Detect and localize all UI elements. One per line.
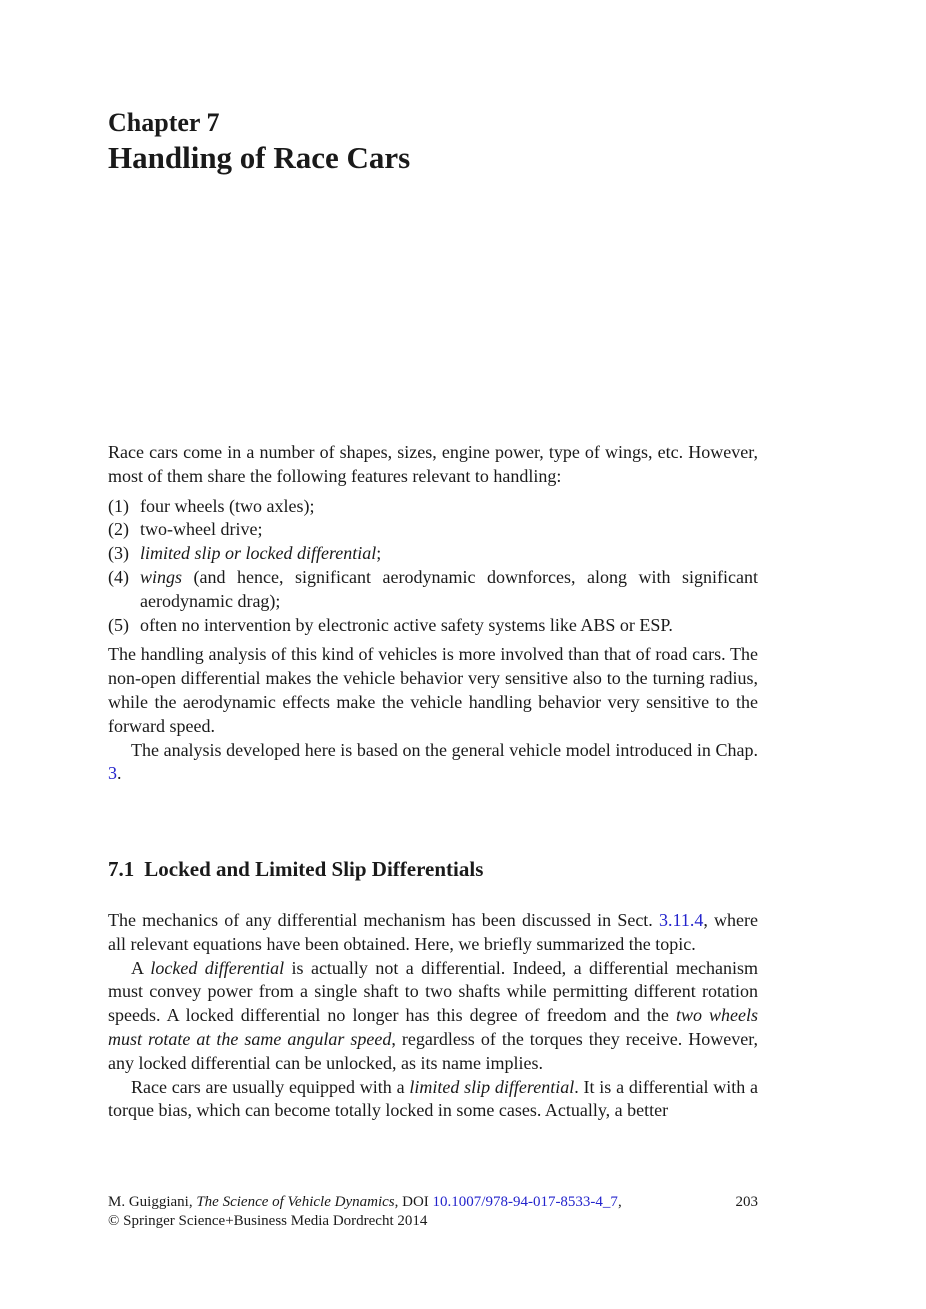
page-number: 203 [735,1194,758,1210]
list-item-number: (2) [108,519,129,540]
footer-author: M. Guiggiani, [108,1194,197,1210]
section-3-11-4-link[interactable]: 3.11.4 [659,910,704,930]
list-item-text: four wheels (two axles); [140,495,315,516]
list-item-emphasis: limited slip or locked differential [140,543,377,564]
list-item-text: ; [376,543,382,564]
section-paragraph-2 [108,957,758,1076]
list-item-text: two-wheel drive; [140,519,263,540]
chapter-3-link[interactable]: 3 [108,763,117,784]
footer-doi-label: , DOI [394,1194,433,1210]
list-item [108,518,758,542]
list-item-number: (1) [108,495,129,516]
section-paragraph-3-text-b: . It is a differential with a torque bias, which can become totally locked in some cases. Actually, a better [108,1076,759,1121]
list-item-number: (4) [108,566,129,587]
intro-paragraph-3-text: The analysis developed here is based on the general vehicle model introduced in Chap. [131,739,758,760]
section-paragraph-3-text-a: Race cars are usually equipped with a [131,1076,410,1097]
list-item [108,542,758,566]
list-item-text: (and hence, significant aerodynamic downforces, along with significant aerodynamic drag); [140,566,758,611]
intro-paragraph-1: Race cars come in a number of shapes, sizes, engine power, type of wings, etc. However, most of them share the following features relevant to handling: [108,442,758,486]
footer-doi-after: , [617,1194,622,1210]
section-paragraph-2-emphasis-2: two wheels must rotate at the same angular speed [108,1005,759,1049]
citation-line [108,1193,758,1212]
copyright-line: © Springer Science+Business Media Dordrecht 2014 [108,1213,428,1229]
section-paragraph-2-text-b: is actually not a differential. Indeed, a differential mechanism must convey power from a single shaft to two shafts while permitting different rotation speeds. A locked differential no longer has this degree of freedom and the [108,957,758,1026]
list-item [108,566,758,614]
section-number: 7.1 [108,857,135,881]
list-item-number: (5) [108,614,129,635]
chapter-title: Handling of Race Cars [108,140,411,175]
list-item-text: often no intervention by electronic active safety systems like ABS or ESP. [140,614,673,635]
feature-list [108,495,758,638]
page-footer [108,1193,758,1231]
section-title: Locked and Limited Slip Differentials [144,857,484,881]
footer-book-title: The Science of Vehicle Dynamics [196,1194,395,1210]
list-item-number: (3) [108,543,129,564]
section-paragraph-1-end: , where all relevant equations have been obtained. Here, we briefly summarized the topic. [108,910,758,954]
intro-paragraph-3 [108,739,758,787]
section-body [108,909,758,1123]
doi-link[interactable]: 10.1007/978-94-017-8533-4_7 [432,1194,618,1210]
intro-paragraph-3-end: . [117,763,122,784]
section-paragraph-1 [108,909,758,957]
list-item-emphasis: wings [140,566,183,587]
chapter-label: Chapter 7 [108,108,220,137]
section-paragraph-2-emphasis-1: locked differential [150,957,285,978]
section-paragraph-3-emphasis: limited slip differential [409,1076,575,1097]
section-paragraph-2-text-c: , regardless of the torques they receive. However, any locked differential can be unlocked, as its name implies. [108,1028,759,1073]
list-item [108,495,758,519]
section-paragraph-3 [108,1076,758,1124]
section-paragraph-2-text-a: A [131,957,151,978]
section-heading [108,857,483,882]
intro-section [108,441,758,786]
list-item [108,614,758,638]
intro-paragraph-2: The handling analysis of this kind of vehicles is more involved than that of road cars. The non-open differential makes the vehicle behavior very sensitive also to the turning radius, while the aerodynamic effects make the vehicle handling behavior very sensitive to the forward speed. [108,644,758,736]
section-paragraph-1-text: The mechanics of any differential mechanism has been discussed in Sect. [108,910,659,930]
